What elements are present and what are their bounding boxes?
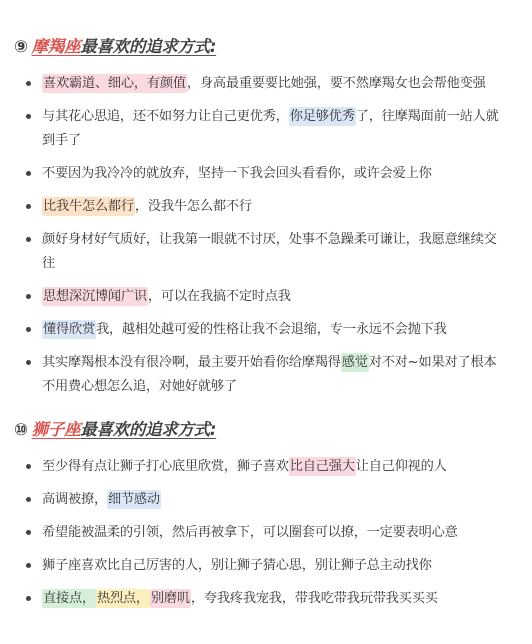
title-rest: 最喜欢的追求方式: (80, 37, 217, 56)
bullet-icon (26, 237, 31, 242)
item-text: ，身高最重要要比她强，要不然摩羯女也会帮他变强 (186, 76, 486, 91)
sign-name: 摩羯座 (31, 37, 81, 56)
highlight-text: 感觉 (341, 355, 368, 370)
bullet-icon (26, 530, 31, 535)
bullet-icon (26, 81, 31, 86)
bullet-icon (26, 114, 31, 119)
highlight-text: 细节感动 (107, 492, 160, 507)
item-text: 狮子座喜欢比自己厉害的人，别让狮子猜心思，别让狮子总主动找你 (42, 558, 432, 573)
item-text: 了，往摩羯面前一站人就到手了 (42, 109, 499, 148)
list-item (14, 318, 504, 342)
list-item (14, 455, 504, 479)
section-leo (14, 419, 504, 611)
list-item (14, 351, 504, 399)
section-capricorn (14, 36, 504, 399)
item-text: 不要因为我冷冷的就放弃，坚持一下我会回头看看你，或许会爱上你 (42, 166, 432, 181)
sign-name: 狮子座 (31, 420, 81, 439)
item-text: 我，越相处越可爱的性格让我不会退缩，专一永远不会抛下我 (95, 322, 447, 337)
item-text: 颜好身材好气质好，让我第一眼就不讨厌，处事不急躁柔可谦让，我愿意继续交往 (42, 232, 497, 271)
list-item (14, 72, 504, 96)
list-item (14, 162, 504, 186)
item-text: ，没我牛怎么都不行 (134, 199, 252, 214)
bullet-icon (26, 497, 31, 502)
list-item (14, 554, 504, 578)
list-item (14, 587, 504, 611)
list-item (14, 285, 504, 309)
highlight-text: 喜欢霸道、细心，有颜值 (43, 76, 186, 91)
list-item (14, 521, 504, 545)
bullet-icon (26, 294, 31, 299)
highlight-text: 你足够优秀 (289, 109, 355, 124)
bullet-icon (26, 596, 31, 601)
section-number: ⑩ (14, 420, 28, 439)
tips-list (14, 455, 504, 611)
item-text: 与其花心思追，还不如努力让自己更优秀， (42, 109, 289, 124)
item-text: 至少得有点让狮子打心底里欣赏，狮子喜欢 (42, 459, 289, 474)
section-title (14, 419, 504, 441)
list-item (14, 195, 504, 219)
bullet-icon (26, 327, 31, 332)
item-text: 对不对~如果对了根本不用费心想怎么追，对她好就够了 (42, 355, 497, 394)
list-item (14, 228, 504, 276)
highlight-text: 热烈点， (96, 591, 149, 606)
highlight-text: 懂得欣赏 (43, 322, 95, 337)
list-item (14, 488, 504, 512)
highlight-text: 思想深沉博闻广识 (43, 289, 147, 304)
highlight-text: 比自己强大 (289, 459, 355, 474)
item-text: ，可以在我搞不定时点我 (147, 289, 291, 304)
bullet-icon (26, 171, 31, 176)
item-text: 其实摩羯根本没有很冷啊，最主要开始看你给摩羯得 (42, 355, 341, 370)
highlight-text: 别磨叽 (150, 591, 190, 606)
item-text: 高调被撩， (42, 492, 107, 507)
item-text: 希望能被温柔的引领，然后再被拿下，可以圈套可以撩，一定要表明心意 (42, 525, 458, 540)
bullet-icon (26, 464, 31, 469)
highlight-text: 直接点， (43, 591, 95, 606)
tips-list (14, 72, 504, 399)
section-title (14, 36, 504, 58)
bullet-icon (26, 360, 31, 365)
bullet-icon (26, 204, 31, 209)
list-item (14, 105, 504, 153)
item-text: 让自己仰视的人 (355, 459, 447, 474)
bullet-icon (26, 563, 31, 568)
section-number: ⑨ (14, 37, 28, 56)
highlight-text: 比我牛怎么都行 (43, 199, 134, 214)
item-text: ，夸我疼我宠我，带我吃带我玩带我买买买 (190, 591, 438, 606)
title-rest: 最喜欢的追求方式: (80, 420, 217, 439)
